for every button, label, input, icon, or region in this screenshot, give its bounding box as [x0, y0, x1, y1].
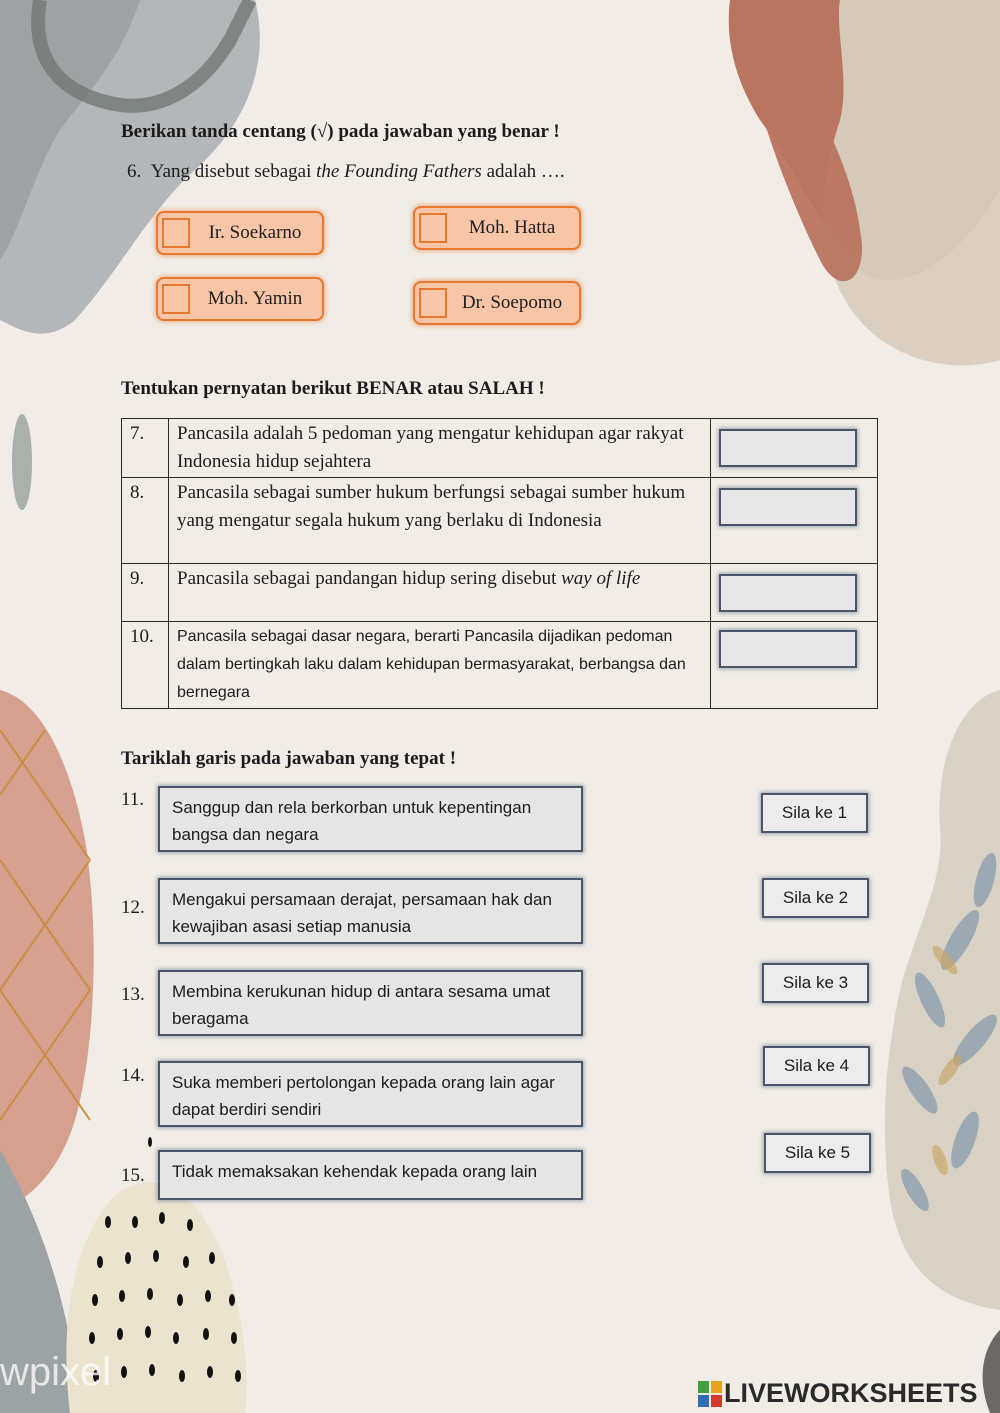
item-number: 13. [121, 984, 145, 1005]
row-number: 8. [122, 478, 169, 564]
row-statement-italic: way of life [561, 568, 641, 589]
row-statement: Pancasila sebagai dasar negara, berarti Pancasila dijadikan pedoman dalam bertingkah laku dalam kehidupan bermasyarakat, berbangsa dan bernegara [169, 622, 711, 709]
target-sila-5[interactable]: Sila ke 5 [764, 1133, 871, 1173]
section1-heading: Berikan tanda centang (√) pada jawaban yang benar ! [121, 121, 560, 142]
table-row [122, 622, 878, 709]
target-sila-2[interactable]: Sila ke 2 [762, 878, 869, 918]
liveworksheets-brand [698, 1378, 978, 1409]
choice-moh-hatta[interactable] [413, 206, 581, 250]
section2-heading: Tentukan pernyatan berikut BENAR atau SALAH ! [121, 378, 545, 399]
question-number: 6. [127, 161, 142, 182]
section3-heading: Tariklah garis pada jawaban yang tepat ! [121, 748, 457, 769]
answer-cell [711, 478, 878, 564]
row-number: 9. [122, 564, 169, 622]
table-row [122, 419, 878, 478]
match-item-13[interactable]: Membina kerukunan hidup di antara sesama umat beragama [158, 970, 583, 1036]
row-statement: Pancasila sebagai sumber hukum berfungsi sebagai sumber hukum yang mengatur segala hukum yang berlaku di Indonesia [169, 478, 711, 564]
table-row [122, 564, 878, 622]
choice-checkbox[interactable] [419, 213, 447, 243]
choice-moh-yamin[interactable] [156, 277, 324, 321]
true-false-table [121, 418, 878, 709]
target-sila-4[interactable]: Sila ke 4 [763, 1046, 870, 1086]
choice-checkbox[interactable] [419, 288, 447, 318]
item-number: 14. [121, 1065, 145, 1086]
brand-name: LIVEWORKSHEETS [724, 1378, 978, 1408]
answer-input[interactable] [719, 630, 857, 668]
row-statement-text: Pancasila sebagai pandangan hidup sering disebut [177, 568, 562, 589]
match-item-15[interactable]: Tidak memaksakan kehendak kepada orang lain [158, 1150, 583, 1200]
match-item-12[interactable]: Mengakui persamaan derajat, persamaan hak dan kewajiban asasi setiap manusia [158, 878, 583, 944]
choice-dr-soepomo[interactable] [413, 281, 581, 325]
choice-label: Moh. Hatta [468, 217, 556, 238]
table-row [122, 478, 878, 564]
question-text-post: adalah …. [481, 161, 565, 182]
item-number: 12. [121, 897, 145, 918]
choice-ir-soekarno[interactable] [156, 211, 324, 255]
answer-cell [711, 419, 878, 478]
item-number: 15. [121, 1165, 145, 1186]
target-sila-3[interactable]: Sila ke 3 [762, 963, 869, 1003]
choice-checkbox[interactable] [162, 284, 190, 314]
question-text-pre: Yang disebut sebagai [150, 161, 317, 182]
row-number: 10. [122, 622, 169, 709]
row-number: 7. [122, 419, 169, 478]
answer-cell [711, 622, 878, 709]
watermark: wpixel [0, 1350, 112, 1394]
choice-checkbox[interactable] [162, 218, 190, 248]
liveworksheets-logo-icon [698, 1381, 722, 1407]
question-6 [127, 161, 565, 183]
answer-input[interactable] [719, 574, 857, 612]
choice-label: Dr. Soepomo [461, 292, 563, 313]
answer-input[interactable] [719, 429, 857, 467]
answer-input[interactable] [719, 488, 857, 526]
row-statement: Pancasila adalah 5 pedoman yang mengatur kehidupan agar rakyat Indonesia hidup sejahtera [169, 419, 711, 478]
target-sila-1[interactable]: Sila ke 1 [761, 793, 868, 833]
question-text-italic: the Founding Fathers [316, 161, 482, 182]
answer-cell [711, 564, 878, 622]
choice-label: Moh. Yamin [207, 288, 303, 309]
match-item-14[interactable]: Suka memberi pertolongan kepada orang lain agar dapat berdiri sendiri [158, 1061, 583, 1127]
row-statement [169, 564, 711, 622]
item-number: 11. [121, 789, 145, 810]
choice-label: Ir. Soekarno [208, 222, 302, 243]
match-item-11[interactable]: Sanggup dan rela berkorban untuk kepentingan bangsa dan negara [158, 786, 583, 852]
